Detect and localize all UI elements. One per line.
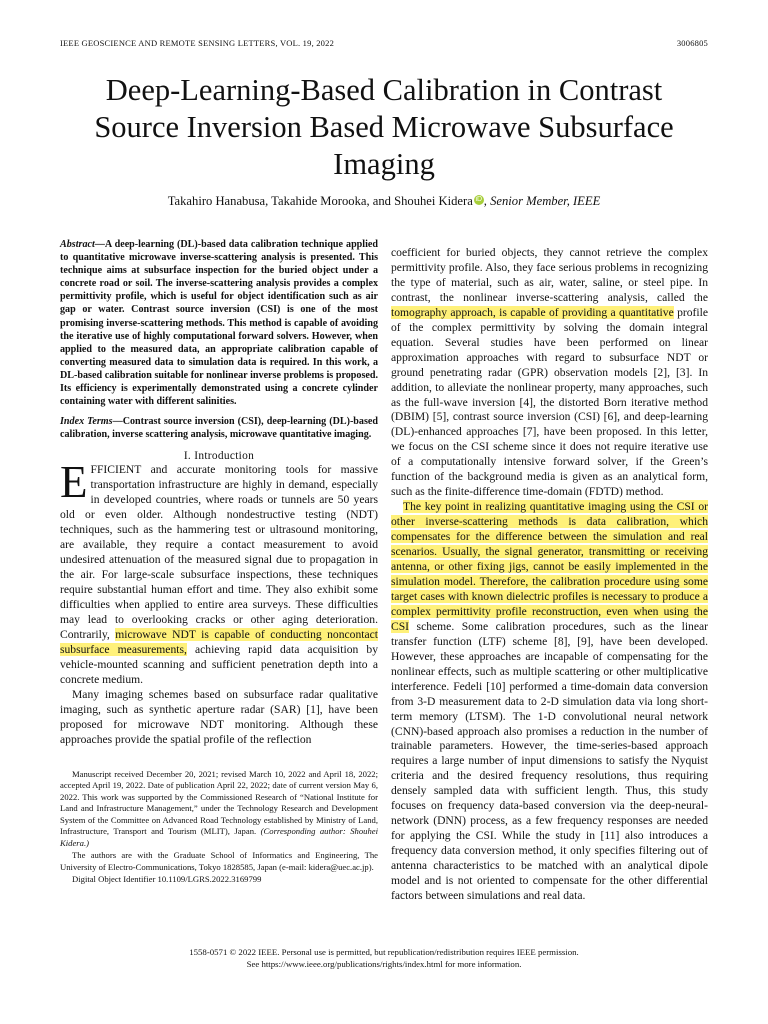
abstract xyxy=(60,238,378,408)
abstract-dash: — xyxy=(94,239,105,250)
drop-cap: E xyxy=(60,457,88,508)
article-number: 3006805 xyxy=(676,38,708,48)
intro-p1-text-b: achieving rapid data acquisition by vehicle-mounted scanning and sufficient penetration depth into a concrete medium. xyxy=(60,642,378,686)
intro-paragraph-2: Many imaging schemes based on subsurface radar qualitative imaging, such as synthetic aperture radar (SAR) [1], have been proposed for microwave NDT monitoring. Although these approaches provide the spatial profile of the reflection xyxy=(60,687,378,746)
left-column xyxy=(60,238,378,886)
copyright-footer xyxy=(60,946,708,970)
author-names: Takahiro Hanabusa, Takahide Morooka, and Shouhei Kidera xyxy=(167,194,473,208)
right-p1-text-a: coefficient for buried objects, they cannot retrieve the complex permittivity profile. Also, they face serious problems in recognizing the type of material, such as air, water, saline, or steel pipe. In contrast, the nonlinear inverse-scattering analysis, called the xyxy=(391,246,708,304)
highlight-data-calibration: The key point in realizing quantitative imaging using the CSI or other inverse-scattering methods is data calibration, which compensates for the difference between the simulation and real scenarios. Usually, the signal generator, transmitting or receiving antenna, or other fixing jigs, cannot be easily implemented in the simulation model. Therefore, the calibration procedure using some target cases with known dielectric profiles is necessary to produce a complex permittivity profile reconstruction, even when using the CSI xyxy=(391,500,708,633)
footnote-manuscript-text: Manuscript received December 20, 2021; revised March 10, 2022 and April 18, 2022; accepted April 19, 2022. Date of publication April 22, 2022; date of current version May 6, 2022. This work was supported by the Commissioned Research of “National Institute for Land and Infrastructure Management,” under the Technology Research and Development System of the Committee on Advanced Road Technology established by Ministry of Land, Infrastructure, Transport and Tourism (MLIT), Japan. xyxy=(60,768,378,837)
footnote-affiliation: The authors are with the Graduate School of Informatics and Engineering, The University of Electro-Communications, Tokyo 1828585, Japan (e-mail: kidera@uec.ac.jp). xyxy=(60,850,378,872)
index-terms xyxy=(60,415,378,441)
right-column xyxy=(391,246,708,904)
rights-link-line[interactable]: See https://www.ieee.org/publications/rights/index.html for more information. xyxy=(246,959,522,969)
intro-paragraph-1 xyxy=(60,457,378,687)
copyright-line: 1558-0571 © 2022 IEEE. Personal use is permitted, but republication/redistribution requires IEEE permission. xyxy=(189,947,579,957)
author-separator: , xyxy=(483,194,491,208)
right-p2-text-b: scheme. Some calibration procedures, such as the linear transfer function (LTF) scheme [8], [9], have been developed. However, these approaches are incapable of compensating for the nonlinear effects, such as multiple scattering or other multiplicative interference. Fedeli [10] performed a time-domain data conversion from 3-D measurement data to 2-D simulation data via long short-term memory (LTSM). The 1-D convolutional neural network (CNN)-based approach also promises a reduction in the number of trainable parameters. However, the time-series-based approach requires a large number of input dimensions to satisfy the Nyquist criteria and the desired frequency resolutions, thus requiring densely sampled data with sufficient length. Thus, this study focuses on frequency data-based conversion via the deep-neural-network (DNN) process, as a few frequency responses are needed for applying the CSI. While the study in [11] also introduces a frequency data conversion method, it only specifies filtering out of antenna characteristics to be matched with an analytical dipole model and is not oriented to compensate for the other differential factors between simulations and real data. xyxy=(391,619,708,902)
right-paragraph-1 xyxy=(391,246,708,500)
footnote-corresponding-author: (Corresponding author: Shouhei Kidera.) xyxy=(60,826,378,848)
footnote-doi: Digital Object Identifier 10.1109/LGRS.2022.3169799 xyxy=(72,874,262,885)
right-paragraph-2 xyxy=(391,500,708,904)
orcid-icon[interactable]: iD xyxy=(475,196,483,203)
intro-p1-text-a: FFICIENT and accurate monitoring tools for massive transportation infrastructure are highly in demand, especially in developed countries, where roads or tunnels are 50 years old or even older. Although nondestructive testing (NDT) techniques, such as the hammering test or ultrasound monitoring, are available, they require a contact measurement to avoid undesired attenuation of the measured signal due to propagation in the air. For large-scale subsurface inspections, these techniques require substantial human effort and time. They also exhibit some difficulties when applied to entire area surveys. These difficulties may lead to overlooking cracks or other aging deterioration. Contrarily, xyxy=(60,463,378,641)
index-terms-dash: — xyxy=(112,416,123,428)
highlight-tomography: tomography approach, is capable of providing a quantitative xyxy=(391,305,674,319)
right-p1-text-b: profile of the complex permittivity by solving the domain integral equation. Several studies have been performed on linear approximation approaches with regard to subsurface NDT or ground penetrating radar (GPR) observation models [2], [3]. In addition, to alleviate the nonlinear property, many approaches, such as the full-wave inversion [4], the distorted Born iterative method (DBIM) [5], contrast source inversion (CSI) [6], and deep-learning (DL)-enhanced approaches [7], have been proposed. In this letter, we focus on the CSI scheme since it does not require iterative use of a computationally intensive forward solver, if the Green’s function of the background media is given as an analytical form, such as the finite-difference time-domain (FDTD) method. xyxy=(391,305,708,499)
abstract-text: A deep-learning (DL)-based data calibration technique applied to quantitative microwave inverse-scattering analysis is presented. This technique aims at subsurface inspection for the buried object under a concrete road or soil. The inverse-scattering analysis provides a complex permittivity profile, which is useful for object identification such as air gap or water. Contrast source inversion (CSI) is one of the most promising inverse-scattering methods. This method is capable of avoiding the iterative use of highly computational forward solvers. However, when applied to the measured data, an appropriate calibration capable of converting measured data to simulation data is required. In this work, a DL-based calibration suitable for nonlinear inverse problems is proposed. Its efficiency is experimentally demonstrated using a concrete cylinder containing water with different salinities. xyxy=(60,239,378,408)
index-terms-label: Index Terms xyxy=(60,416,113,428)
footnote-manuscript xyxy=(60,769,378,850)
author-line xyxy=(60,194,708,209)
abstract-label: Abstract xyxy=(60,239,95,250)
index-terms-text: Contrast source inversion (CSI), deep-learning (DL)-based calibration, inverse scattering analysis, microwave quantitative imaging. xyxy=(60,416,378,441)
author-grade: Senior Member, IEEE xyxy=(490,194,601,208)
section-heading-introduction: I. Introduction xyxy=(183,450,255,463)
highlight-microwave-ndt: microwave NDT is capable of conducting noncontact subsurface measurements, xyxy=(60,627,378,656)
paper-title: Deep-Learning-Based Calibration in Contrast Source Inversion Based Microwave Subsurface Imaging xyxy=(94,73,674,181)
running-header-journal: IEEE GEOSCIENCE AND REMOTE SENSING LETTERS, VOL. 19, 2022 xyxy=(60,38,335,48)
